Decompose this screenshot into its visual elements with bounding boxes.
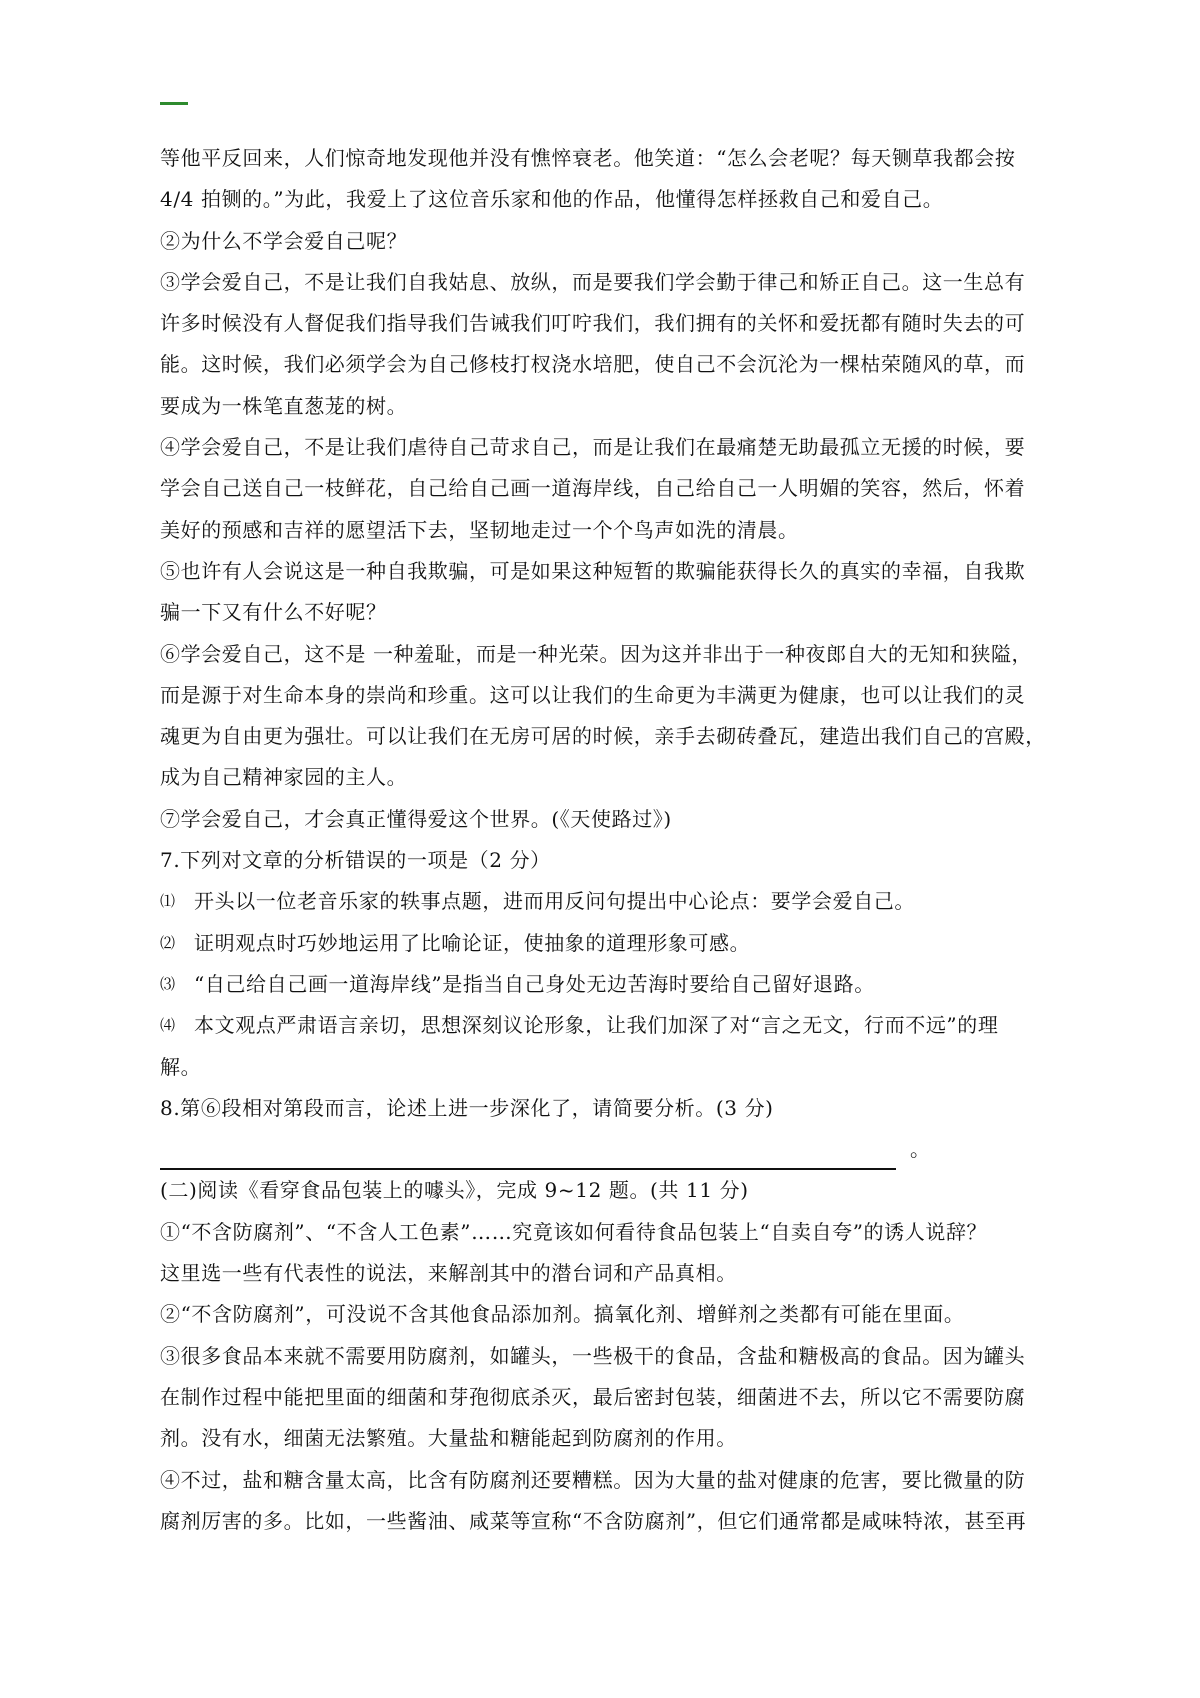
question-7-option <box>160 923 1060 964</box>
paragraph-line: 剂。没有水，细菌无法繁殖。大量盐和糖能起到防腐剂的作用。 <box>160 1426 737 1451</box>
option-text: 本文观点严肃语言亲切，思想深刻议论形象，让我们加深了对“言之无文，行而不远”的理 <box>194 1013 999 1038</box>
paragraph-line: 在制作过程中能把里面的细菌和芽孢彻底杀灭，最后密封包装，细菌进不去，所以它不需要防腐 <box>160 1384 1026 1409</box>
option-number: ⑴ <box>160 892 176 911</box>
paragraph-line: ③学会爱自己，不是让我们自我姑息、放纵，而是要我们学会勤于律己和矫正自己。这一生总有 <box>160 269 1026 294</box>
paragraph-line: 骗一下又有什么不好呢？ <box>160 600 387 625</box>
option-number: ⑵ <box>160 933 176 952</box>
paragraph-line: ②为什么不学会爱自己呢？ <box>160 228 408 253</box>
answer-period: 。 <box>910 1137 930 1162</box>
option-number: ⑷ <box>160 1016 176 1035</box>
paragraph-line: ②“不含防腐剂”，可没说不含其他食品添加剂。搞氧化剂、增鲜剂之类都有可能在里面。 <box>160 1302 965 1327</box>
paragraph-line: 要成为一株笔直葱茏的树。 <box>160 393 408 418</box>
question-8-stem: 8.第⑥段相对第段而言，论述上进一步深化了，请简要分析。(3 分) <box>160 1095 774 1120</box>
paragraph-line: ⑦学会爱自己，才会真正懂得爱这个世界。(《天使路过》) <box>160 806 672 831</box>
section-heading: (二)阅读《看穿食品包装上的噱头》，完成 9~12 题。(共 11 分) <box>160 1178 749 1203</box>
paragraph-line: 而是源于对生命本身的崇尚和珍重。这可以让我们的生命更为丰满更为健康，也可以让我们的灵 <box>160 682 1026 707</box>
option-continuation: 解。 <box>160 1054 202 1079</box>
answer-blank[interactable] <box>160 1129 1060 1170</box>
question-7-option <box>160 1005 1060 1046</box>
paragraph-line: ④不过，盐和糖含量太高，比含有防腐剂还要糟糕。因为大量的盐对健康的危害，要比微量的防 <box>160 1467 1026 1492</box>
paragraph-line: ⑤也许有人会说这是一种自我欺骗，可是如果这种短暂的欺骗能获得长久的真实的幸福，自我欺 <box>160 558 1026 583</box>
paragraph-line: ①“不含防腐剂”、“不含人工色素”……究竟该如何看待食品包装上“自卖自夸”的诱人说辞？ <box>160 1219 988 1244</box>
option-text: 开头以一位老音乐家的轶事点题，进而用反问句提出中心论点：要学会爱自己。 <box>194 889 915 914</box>
header-mark <box>160 102 188 105</box>
paragraph-line: 美好的预感和吉祥的愿望活下去，坚韧地走过一个个鸟声如洗的清晨。 <box>160 517 799 542</box>
question-7-option <box>160 964 1060 1005</box>
answer-underline <box>160 1142 896 1170</box>
paragraph-line: 学会自己送自己一枝鲜花，自己给自己画一道海岸线，自己给自己一人明媚的笑容，然后，怀着 <box>160 476 1026 501</box>
paragraph-line: 4/4 拍铡的。”为此，我爱上了这位音乐家和他的作品，他懂得怎样拯救自己和爱自己。 <box>160 187 944 212</box>
document-body <box>160 138 1060 1542</box>
option-text: 证明观点时巧妙地运用了比喻论证，使抽象的道理形象可感。 <box>194 930 751 955</box>
question-7-option <box>160 881 1060 922</box>
paragraph-line: 腐剂厉害的多。比如，一些酱油、咸菜等宣称“不含防腐剂”，但它们通常都是咸味特浓，甚至再 <box>160 1508 1027 1533</box>
paragraph-line: 能。这时候，我们必须学会为自己修枝打杈浇水培肥，使自己不会沉沦为一棵枯荣随风的草，而 <box>160 352 1026 377</box>
paragraph-line: 许多时候没有人督促我们指导我们告诫我们叮咛我们，我们拥有的关怀和爱抚都有随时失去的可 <box>160 311 1026 336</box>
paragraph-line: ③很多食品本来就不需要用防腐剂，如罐头，一些极干的食品，含盐和糖极高的食品。因为罐头 <box>160 1343 1026 1368</box>
paragraph-line: 等他平反回来，人们惊奇地发现他并没有憔悴衰老。他笑道：“怎么会老呢？每天铡草我都会按 <box>160 146 1016 170</box>
paragraph-line: 魂更为自由更为强壮。可以让我们在无房可居的时候，亲手去砌砖叠瓦，建造出我们自己的宫殿， <box>160 724 1046 749</box>
paragraph-line: 成为自己精神家园的主人。 <box>160 765 408 790</box>
paragraph-line: 这里选一些有代表性的说法，来解剖其中的潜台词和产品真相。 <box>160 1261 737 1286</box>
option-text: “自己给自己画一道海岸线”是指当自己身处无边苦海时要给自己留好退路。 <box>194 971 875 996</box>
question-7-stem: 7.下列对文章的分析错误的一项是（2 分） <box>160 848 551 873</box>
option-number: ⑶ <box>160 974 176 993</box>
paragraph-line: ④学会爱自己，不是让我们虐待自己苛求自己，而是让我们在最痛楚无助最孤立无援的时候，要 <box>160 435 1026 460</box>
paragraph-line: ⑥学会爱自己，这不是 一种羞耻，而是一种光荣。因为这并非出于一种夜郎自大的无知和狭隘， <box>160 641 1033 666</box>
